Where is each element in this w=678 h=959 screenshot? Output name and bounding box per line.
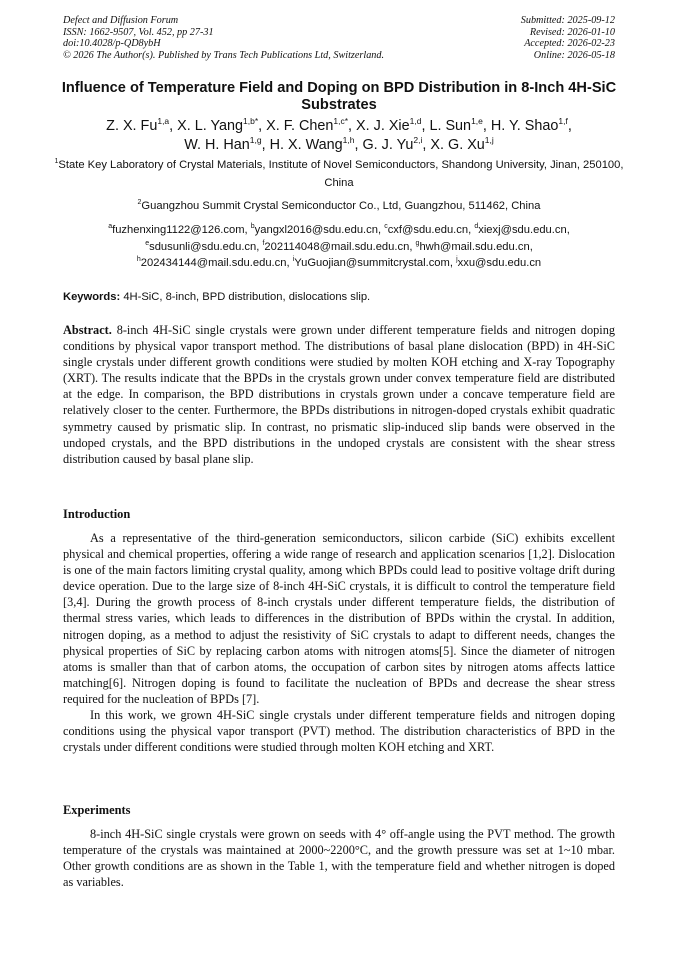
keywords	[63, 290, 615, 304]
email-link[interactable]: $^d$xiexj@sdu.edu.cn	[474, 223, 567, 236]
email-link[interactable]: $^e$sdusunli@sdu.edu.cn	[145, 239, 257, 253]
paper-title: Influence of Temperature Field and Doping on BPD Distribution in 8-Inch 4H-SiC Substrates	[61, 80, 617, 113]
email-link[interactable]: $^g$hwh@mail.sdu.edu.cn	[415, 239, 530, 253]
author: H. X. Wang$^{1,h}$	[269, 135, 355, 153]
author: H. Y. Shao$^{1,f}$	[490, 116, 568, 134]
email-link[interactable]: $^i$YuGuojian@summitcrystal.com	[292, 256, 450, 269]
email-link[interactable]: $^h$202434144@mail.sdu.edu.cn	[136, 256, 287, 269]
copyright-notice: © 2026 The Author(s). Published by Trans Tech Publications Ltd, Switzerland.	[63, 49, 385, 61]
journal-name: Defect and Diffusion Forum	[63, 15, 179, 26]
submitted-date: Submitted: 2025-09-12	[520, 15, 615, 26]
email-link[interactable]: $^c$cxf@sdu.edu.cn	[384, 223, 469, 236]
issn-volume: ISSN: 1662-9507, Vol. 452, pp 27-31	[63, 26, 214, 38]
email-link[interactable]: $^b$yangxl2016@sdu.edu.cn	[250, 223, 378, 236]
online-date: Online: 2026-05-18	[533, 49, 615, 61]
publication-dates	[521, 15, 615, 61]
publication-info	[63, 15, 384, 61]
abstract-text: 8-inch 4H-SiC single crystals were grown under different temperature fields and nitrogen doping conditions by physical vapor transport method. The distributions of basal plane dislocation (BPD) in 4H-SiC single crystals under different growth conditions were studied by molten KOH etching and X-ray Topography (XRT). The results indicate that the BPDs in the crystals grown under convex temperature field are distributed at the edge. In comparison, the BPD distributions in crystals grown under a concave temperature field are relatively closer to the center. Furthermore, the BPDs distributions in nitrogen-doped crystals exhibit quadratic symmetry caused by prismatic slip. In contrast, no prismatic slip-induced slip bands were observed in the undoped crystals, and the BPD distributions in the undoped crystals are consistent with the shear stress distribution caused by basal plane slip.	[63, 323, 616, 466]
paragraph: As a representative of the third-generation semiconductors, silicon carbide (SiC) exhibits excellent physical and chemical properties, offering a wide range of research and application scenarios [1,2]. Dislocation is one of the main factors limiting crystal quality, among which BPDs could lead to positive voltage drift during device operation. Due to the large size of 8-inch 4H-SiC crystals, it is difficult to control the temperature field [3,4]. During the growth process of 8-inch crystals under different temperature fields, the distribution of thermal stress varies, which leads to differences in the distribution of BPDs within the crystal. In addition, nitrogen doping, as a method to adjust the resistivity of SiC crystals to adapt to different needs, changes the physical properties of SiC by replacing carbon atoms with nitrogen atoms[5]. Since the diameter of nitrogen atoms is smaller than that of carbon atoms, the occupation of carbon sites by nitrogen atoms affects lattice matching[6]. Nitrogen doping is found to facilitate the nucleation of BPDs and decrease the shear stress required for the nucleation of BPDs [7].	[63, 531, 615, 706]
revised-date: Revised: 2026-01-10	[529, 26, 615, 38]
accepted-date: Accepted: 2026-02-23	[524, 38, 615, 50]
affiliation-1: $^1$State Key Laboratory of Crystal Materials, Institute of Novel Semiconductors, Shandong University, Jinan, 250100, China	[54, 158, 624, 189]
email-link[interactable]: $^f$202114048@mail.sdu.edu.cn	[262, 239, 410, 253]
author: X. F. Chen$^{1,c*}$	[266, 116, 349, 134]
affiliation-2: $^2$Guangzhou Summit Crystal Semiconductor Co., Ltd, Guangzhou, 511462, China	[137, 199, 541, 212]
abstract-label: Abstract.	[63, 323, 112, 337]
paragraph: In this work, we grown 4H-SiC single crystals under different temperature fields and nitrogen doping conditions using the physical vapor transport (PVT) method. The distribution characteristics of BPD in the crystals under different conditions were studied through molten KOH etching and XRT.	[63, 708, 615, 755]
abstract	[63, 322, 615, 467]
author: Z. X. Fu$^{1,a}$	[106, 116, 170, 134]
email-link[interactable]: $^a$fuzhenxing1122@126.com	[108, 223, 245, 236]
experiments-body	[63, 826, 615, 890]
author: X. J. Xie$^{1,d}$	[356, 116, 422, 134]
section-heading-introduction: Introduction	[63, 507, 131, 521]
section-heading-experiments: Experiments	[63, 803, 131, 817]
keywords-text: 4H-SiC, 8-inch, BPD distribution, dislocations slip.	[123, 291, 371, 303]
author: W. H. Han$^{1,g}$	[184, 135, 262, 153]
author: L. Sun$^{1,e}$	[429, 116, 483, 134]
author: X. L. Yang$^{1,b*}$	[177, 116, 259, 134]
email-link[interactable]: $^j$xxu@sdu.edu.cn	[456, 256, 542, 269]
paragraph: 8-inch 4H-SiC single crystals were grown on seeds with 4° off-angle using the PVT method. The growth temperature of the crystals was maintained at 2000~2200°C, and the growth pressure was set at 1~10 mbar. Other growth conditions are as shown in the Table 1, with the temperature field and whether nitrogen is doped as variables.	[63, 827, 615, 890]
author-list: Z. X. Fu$^{1,a}$, X. L. Yang$^{1,b*}$, X. F. Chen$^{1,c*}$, X. J. Xie$^{1,d}$, L. Sun$^{1,e}$, H. Y. Shao$^{1,f}$, W. H. Han$^{1,g}$, H. X. Wang$^{1,h}$, G. J. Yu$^{2,i}$, X. G. Xu$^{1,j}$	[106, 116, 572, 153]
keywords-label: Keywords:	[63, 291, 121, 303]
author: X. G. Xu$^{1,j}$	[430, 135, 494, 153]
author: G. J. Yu$^{2,i}$	[362, 135, 423, 153]
email-list: $^a$fuzhenxing1122@126.com, $^b$yangxl2016@sdu.edu.cn, $^c$cxf@sdu.edu.cn, $^d$xiexj@sdu.edu.cn, $^e$sdusunli@sdu.edu.cn, $^f$202114048@mail.sdu.edu.cn, $^g$hwh@mail.sdu.edu.cn, $^h$202434144@mail.sdu.edu.cn, $^i$YuGuojian@summitcrystal.com, $^j$xxu@sdu.edu.cn	[108, 223, 570, 269]
introduction-body	[63, 530, 615, 755]
doi-link[interactable]: doi:10.4028/p-QD8ybH	[63, 38, 161, 50]
